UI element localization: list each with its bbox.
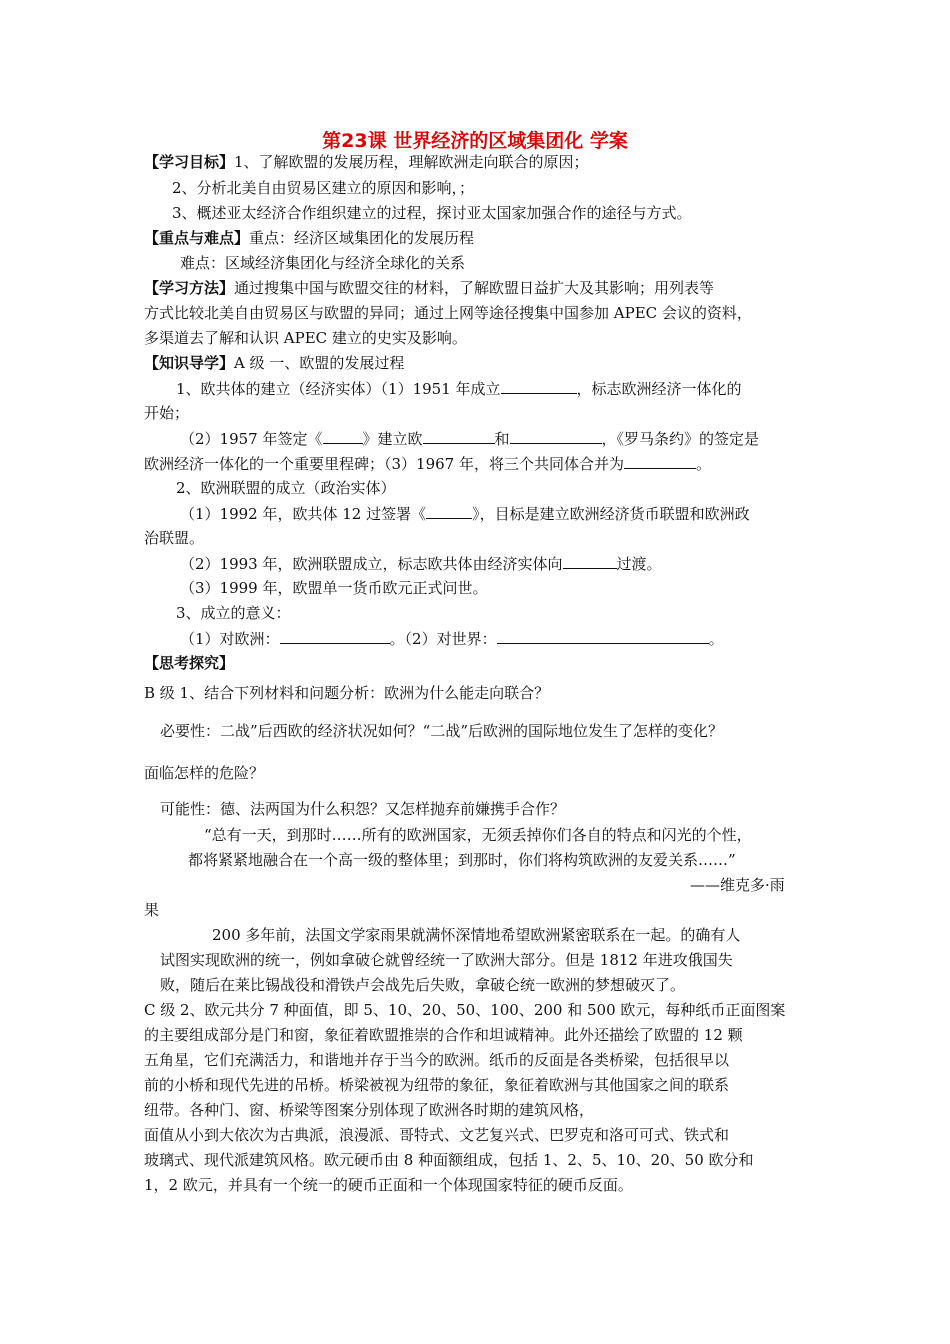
explore-label: 【思考探究】 [144,654,235,672]
guide-text: 》，目标是建立欧洲经济货币联盟和欧洲政 [472,505,750,523]
guide-line-6 [180,504,750,523]
guide-line-9: （3）1999 年，欧盟单一货币欧元正式问世。 [180,579,488,597]
fill-blank[interactable] [423,429,495,444]
objective-2: 2、分析北美自由贸易区建立的原因和影响，； [172,179,475,197]
objective-1: 1、了解欧盟的发展历程，理解欧洲走向联合的原因； [234,153,589,171]
page-title: 第23课 世界经济的区域集团化 学案 [322,130,628,152]
c-level-line-4: 前的小桥和现代先进的吊桥。桥梁被视为纽带的象征，象征着欧洲与其他国家之间的联系 [144,1076,730,1094]
fill-blank[interactable] [323,429,363,444]
methods-text-1: 通过搜集中国与欧盟交往的材料，了解欧盟日益扩大及其影响；用列表等 [234,279,715,297]
fill-blank[interactable] [501,379,577,394]
guide-text: 欧洲经济一体化的一个重要里程碑；（3）1967 年，将三个共同体合并为 [144,455,624,473]
quote-attribution: ——维克多·雨 [690,876,785,894]
c-level-line-3: 五角星，它们充满活力，和谐地并存于当今的欧洲。纸币的反面是各类桥梁，包括很早以 [144,1051,730,1069]
guide-text: （2）1957 年签定《 [180,430,323,448]
quote-line-2: 都将紧紧地融合在一个高一级的整体里；到那时，你们将构筑欧洲的友爱关系……” [188,851,736,869]
fill-blank[interactable] [563,554,617,569]
quote-attribution-end: 果 [144,901,160,919]
guide-line-8 [180,554,662,573]
quote-line-1: “总有一天，到那时……所有的欧洲国家，无须丢掉你们各自的特点和闪光的个性， [204,826,752,844]
guide-line-2: 开始； [144,404,190,422]
c-level-line-2: 的主要组成部分是门和窗，象征着欧盟推崇的合作和坦诚精神。此外还描绘了欧盟的 12 颗 [144,1026,743,1044]
methods-label: 【学习方法】 [144,279,235,297]
objective-3: 3、概述亚太经济合作组织建立的过程，探讨亚太国家加强合作的途径与方式。 [172,204,692,222]
explore-b4: 可能性：德、法两国为什么积怨？又怎样抛弃前嫌携手合作？ [160,800,566,818]
guide-text: ，《罗马条约》的签定是 [601,430,760,448]
explore-b2: 必要性：二战”后西欧的经济状况如何？“二战”后欧洲的国际地位发生了怎样的变化？ [160,722,724,740]
c-level-line-7: 玻璃式、现代派建筑风格。欧元硬币由 8 种面额组成，包括 1、2、5、10、20、50 欧分和 [144,1151,754,1169]
fill-blank[interactable] [497,629,709,644]
keypoint-key: 重点：经济区域集团化的发展历程 [249,229,475,247]
keypoints-line [144,229,474,247]
guide-line-7: 治联盟。 [144,529,205,547]
c-level-line-1: C 级 2、欧元共分 7 种面值，即 5、10、20、50、100、200 和 500 欧元，每种纸币正面图案 [144,1001,786,1019]
guide-text: 。 [696,455,712,473]
fill-blank[interactable] [624,454,696,469]
guide-text: 1、欧共体的建立（经济实体）（1）1951 年成立 [176,380,501,398]
c-level-line-6: 面值从小到大依次为古典派，浪漫派、哥特式、文艺复兴式、巴罗克和洛可可式、铁式和 [144,1126,730,1144]
explore-b3: 面临怎样的危险？ [144,764,265,782]
guide-text: （1）1992 年，欧共体 12 过签署《 [180,505,427,523]
fill-blank[interactable] [426,504,472,519]
guide-line-3 [180,429,759,448]
passage-line-3: 败，随后在莱比锡战役和滑铁卢会战先后失败，拿破仑统一欧洲的梦想破灭了。 [160,976,686,994]
guide-text: 过渡。 [616,555,662,573]
guide-label: 【知识导学】 [144,354,235,372]
explore-b1: B 级 1、结合下列材料和问题分析：欧洲为什么能走向联合？ [144,684,550,702]
guide-text: 和 [494,430,510,448]
guide-line-4 [144,454,711,473]
guide-line-5: 2、欧洲联盟的成立（政治实体） [176,479,396,497]
objectives-line [144,153,589,171]
keypoints-label: 【重点与难点】 [144,229,250,247]
guide-text: 。 [708,630,724,648]
fill-blank[interactable] [510,429,602,444]
methods-line-2: 方式比较北美自由贸易区与欧盟的异同；通过上网等途径搜集中国参加 APEC 会议的资料， [144,304,752,322]
guide-text: 。（2）对世界： [389,630,497,648]
fill-blank[interactable] [280,629,390,644]
guide-heading-text: A 级 一、欧盟的发展过程 [234,354,405,372]
methods-line-1 [144,279,714,297]
keypoint-difficult: 难点：区域经济集团化与经济全球化的关系 [180,254,466,272]
c-level-line-8: 1，2 欧元，并具有一个统一的硬币正面和一个体现国家特征的硬币反面。 [144,1176,633,1194]
passage-line-2: 试图实现欧洲的统一，例如拿破仑就曾经统一了欧洲大部分。但是 1812 年进攻俄国失 [160,951,733,969]
guide-line-1 [176,379,742,398]
guide-text: 》建立欧 [362,430,423,448]
guide-heading [144,354,404,372]
guide-text: ，标志欧洲经济一体化的 [576,380,742,398]
guide-text: （1）对欧洲： [180,630,280,648]
guide-line-11 [180,629,724,648]
guide-line-10: 3、成立的意义： [176,604,291,622]
objectives-label: 【学习目标】 [144,153,235,171]
passage-line-1: 200 多年前，法国文学家雨果就满怀深情地希望欧洲紧密联系在一起。的确有人 [212,926,741,944]
methods-line-3: 多渠道去了解和认识 APEC 建立的史实及影响。 [144,329,467,347]
c-level-line-5: 纽带。各种门、窗、桥梁等图案分别体现了欧洲各时期的建筑风格， [144,1101,595,1119]
guide-text: （2）1993 年，欧洲联盟成立，标志欧共体由经济实体向 [180,555,563,573]
